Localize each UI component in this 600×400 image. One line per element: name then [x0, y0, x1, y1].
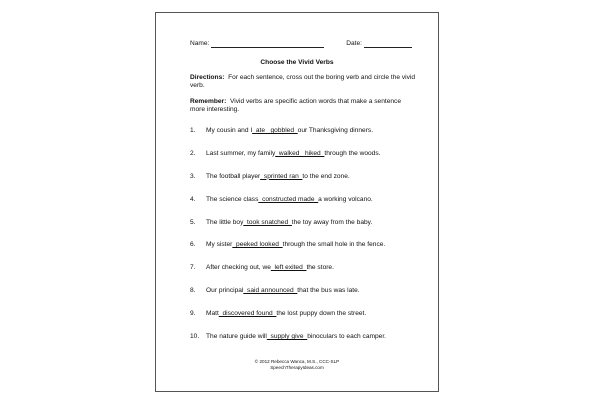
sentence-item	[190, 310, 428, 333]
verb-choices: _left exited_	[270, 264, 307, 272]
date-field	[346, 40, 412, 48]
sentence-item	[190, 241, 428, 264]
directions-label: Directions:	[190, 74, 225, 81]
item-number: 9.	[190, 310, 196, 318]
sentence-start: The football player	[206, 172, 261, 180]
date-label: Date:	[346, 40, 362, 47]
name-field	[190, 40, 324, 48]
sentence-end: the lost puppy down the street.	[276, 310, 367, 318]
sentence-start: Last summer, my family	[206, 149, 276, 157]
sentence-item	[190, 127, 428, 150]
sentence-start: The little boy	[206, 218, 244, 226]
worksheet-title: Choose the Vivid Verbs	[260, 59, 334, 66]
name-label: Name:	[190, 40, 210, 47]
footer	[156, 359, 438, 371]
sentence-list	[190, 127, 428, 356]
sentence-item	[190, 196, 428, 219]
verb-choices: _sprinted ran_	[260, 172, 303, 180]
sentence-start: After checking out, we	[206, 264, 271, 272]
item-number: 5.	[190, 218, 196, 226]
item-number: 10.	[190, 333, 200, 341]
sentence-start: My cousin and I	[206, 127, 253, 134]
item-number: 1.	[190, 127, 196, 134]
item-number: 4.	[190, 195, 196, 203]
directions-text: For each sentence, cross out the boring verb and circle the vivid verb.	[190, 74, 416, 90]
verb-choices: _took snatched_	[243, 218, 292, 226]
sentence-end: the toy away from the baby.	[291, 218, 373, 226]
sentence-item	[190, 287, 428, 310]
sentence-end: that the bus was late.	[297, 287, 360, 295]
website-name: SpeechTherapyIdeas.com	[270, 365, 324, 371]
remember-text: Vivid verbs are specific action words that make a sentence more interesting.	[190, 98, 401, 114]
item-number: 2.	[190, 149, 196, 157]
verb-choices: _constructed made_	[258, 195, 319, 203]
remember-label: Remember:	[190, 98, 227, 105]
verb-choices: _walked _hiked_	[275, 149, 325, 157]
sentence-end: a working volcano.	[318, 195, 373, 203]
sentence-item	[190, 150, 428, 173]
verb-choices: _said announced_	[243, 287, 298, 295]
sentence-start: Matt	[206, 310, 219, 318]
sentence-end: our Thanksgiving dinners.	[297, 127, 374, 134]
verb-choices: _discovered found_	[218, 310, 277, 318]
copyright-notice: © 2012 Rebecca Wanca, M.S., CCC-SLP	[254, 359, 340, 364]
verb-choices: _peeked looked_	[232, 241, 283, 249]
sentence-end: binoculars to each camper.	[307, 333, 386, 341]
sentence-item	[190, 264, 428, 287]
sentence-start: My sister	[206, 241, 233, 249]
item-number: 6.	[190, 241, 196, 249]
name-blank-line	[211, 40, 324, 48]
sentence-end: the store.	[306, 264, 334, 272]
sentence-end: through the woods.	[324, 149, 381, 157]
remember-paragraph	[190, 98, 416, 114]
directions-paragraph	[190, 74, 416, 90]
sentence-item	[190, 333, 428, 356]
worksheet-page	[155, 12, 439, 392]
item-number: 8.	[190, 287, 196, 295]
sentence-end: through the small hole in the fence.	[282, 241, 386, 249]
header-row	[190, 40, 412, 48]
item-number: 7.	[190, 264, 196, 272]
sentence-end: to the end zone.	[302, 172, 350, 180]
sentence-start: Our principal	[206, 287, 244, 295]
verb-choices: _ate _gobbled_	[252, 127, 298, 134]
date-blank-line	[364, 40, 412, 48]
verb-choices: _supply give_	[266, 333, 308, 341]
item-number: 3.	[190, 172, 196, 180]
sentence-start: The science class	[206, 195, 259, 203]
sentence-start: The nature guide will	[206, 333, 267, 341]
sentence-item	[190, 219, 428, 242]
sentence-item	[190, 173, 428, 196]
